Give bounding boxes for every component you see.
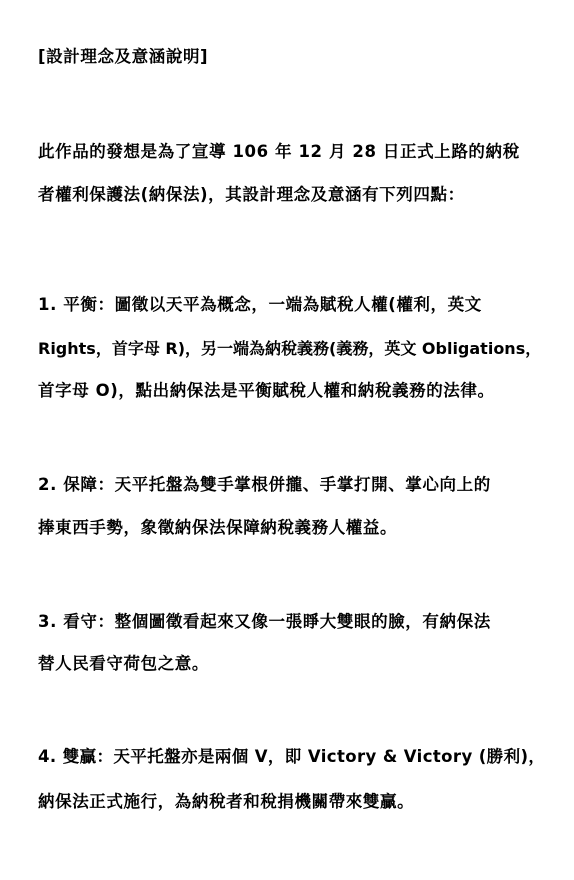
point-4-line-2: 納保法正式施行，為納稅者和稅捐機關帶來雙贏。 (38, 792, 415, 811)
point-2-line-1: 2. 保障：天平托盤為雙手掌根併攏、手掌打開、掌心向上的 (38, 475, 491, 494)
intro-line-1: 此作品的發想是為了宣導 106 年 12 月 28 日正式上路的納稅 (38, 142, 520, 161)
point-2-line-2: 捧東西手勢，象徵納保法保障納稅義務人權益。 (38, 518, 398, 537)
point-1-line-1: 1. 平衡：圖徵以天平為概念，一端為賦稅人權(權利，英文 (38, 295, 482, 314)
point-1-line-3: 首字母 O)，點出納保法是平衡賦稅人權和納稅義務的法律。 (38, 381, 495, 400)
point-3-line-1: 3. 看守：整個圖徵看起來又像一張睜大雙眼的臉，有納保法 (38, 612, 491, 631)
point-3-line-2: 替人民看守荷包之意。 (38, 654, 209, 673)
intro-line-2: 者權利保護法(納保法)，其設計理念及意涵有下列四點： (38, 185, 465, 204)
point-4-line-1: 4. 雙贏：天平托盤亦是兩個 V，即 Victory & Victory (勝利)， (38, 747, 546, 766)
point-1-line-2: Rights，首字母 R)，另一端為納稅義務(義務，英文 Obligations， (38, 339, 542, 358)
document-heading: [設計理念及意涵說明] (38, 47, 209, 66)
